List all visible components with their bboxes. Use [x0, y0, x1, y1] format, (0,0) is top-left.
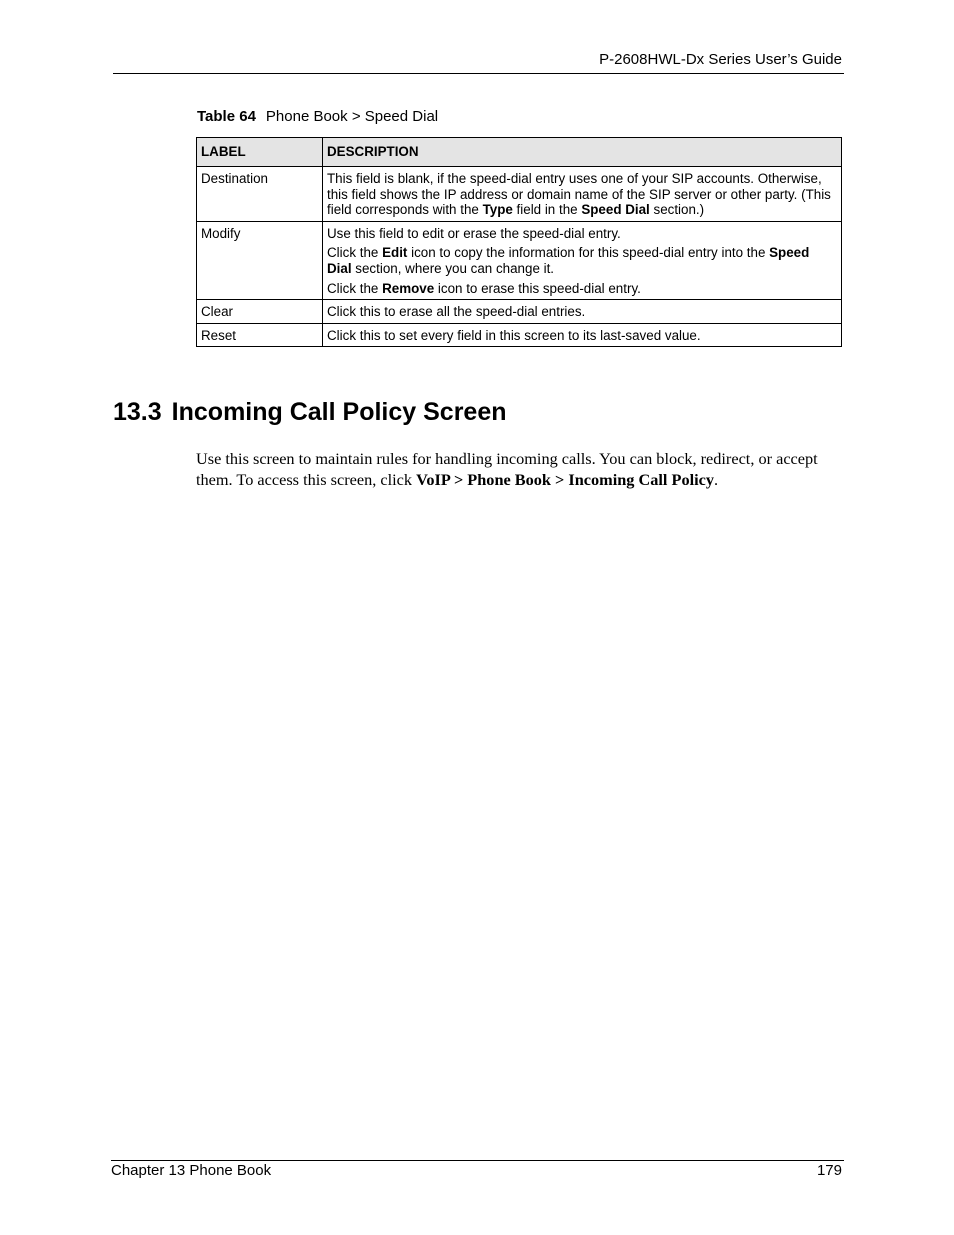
bold-text-run: Edit — [382, 245, 408, 261]
footer-page-number: 179 — [816, 1162, 842, 1179]
text-run: section.) — [649, 202, 705, 218]
speed-dial-table — [196, 137, 842, 347]
page-header-title: P-2608HWL-Dx Series User’s Guide — [599, 51, 842, 68]
table-caption — [197, 108, 438, 126]
description-paragraph — [327, 245, 837, 276]
text-run: Click the — [327, 245, 383, 261]
table-body — [197, 167, 842, 347]
description-paragraph — [327, 304, 837, 320]
table-row — [197, 167, 842, 222]
text-run: Use this screen to maintain rules for handling incoming calls. You can block, redirect, or accept them. To access this screen, click — [196, 449, 818, 489]
text-run: Click this to set every field in this screen to its last-saved value. — [327, 327, 701, 343]
section-title: Incoming Call Policy Screen — [171, 398, 507, 426]
section-body-text — [196, 448, 844, 490]
bold-text-run: Remove — [382, 280, 435, 296]
bold-text-run: VoIP > Phone Book > Incoming Call Policy — [416, 470, 715, 489]
text-run: Click this to erase all the speed-dial entries. — [327, 304, 586, 320]
section-heading — [113, 396, 507, 428]
row-description — [323, 300, 842, 324]
table-caption-title: Phone Book > Speed Dial — [265, 108, 439, 125]
row-label: Destination — [197, 167, 323, 222]
row-label: Clear — [197, 300, 323, 324]
section-number: 13.3 — [113, 398, 162, 426]
row-description — [323, 323, 842, 347]
description-paragraph — [327, 328, 837, 344]
description-paragraph — [327, 171, 837, 218]
text-run: icon to erase this speed-dial entry. — [434, 280, 641, 296]
bold-text-run: Speed Dial — [581, 202, 650, 218]
row-label: Reset — [197, 323, 323, 347]
description-paragraph — [327, 226, 837, 242]
header-divider — [113, 73, 844, 74]
footer-divider — [111, 1160, 844, 1161]
row-label: Modify — [197, 221, 323, 299]
column-header-description: DESCRIPTION — [323, 138, 842, 167]
row-description — [323, 167, 842, 222]
column-header-label: LABEL — [197, 138, 323, 167]
text-run: section, where you can change it. — [351, 260, 555, 276]
footer-chapter: Chapter 13 Phone Book — [111, 1162, 272, 1179]
table-row — [197, 323, 842, 347]
text-run: Click the — [327, 280, 383, 296]
table-caption-number: Table 64 — [197, 108, 256, 125]
text-run: . — [714, 470, 719, 489]
text-run: This field is blank, if the speed-dial entry uses one of your SIP accounts. Otherwise, this field shows the IP address or domain name of the SIP server or other party. (This field corresponds with the — [327, 171, 831, 218]
description-paragraph — [327, 281, 837, 297]
table-header-row — [197, 138, 842, 167]
row-description — [323, 221, 842, 299]
table-row — [197, 300, 842, 324]
text-run: Use this field to edit or erase the speed-dial entry. — [327, 225, 621, 241]
text-run: icon to copy the information for this speed-dial entry into the — [407, 245, 770, 261]
text-run: field in the — [512, 202, 582, 218]
table-row — [197, 221, 842, 299]
bold-text-run: Type — [482, 202, 513, 218]
bold-text-run: Speed Dial — [327, 245, 810, 276]
